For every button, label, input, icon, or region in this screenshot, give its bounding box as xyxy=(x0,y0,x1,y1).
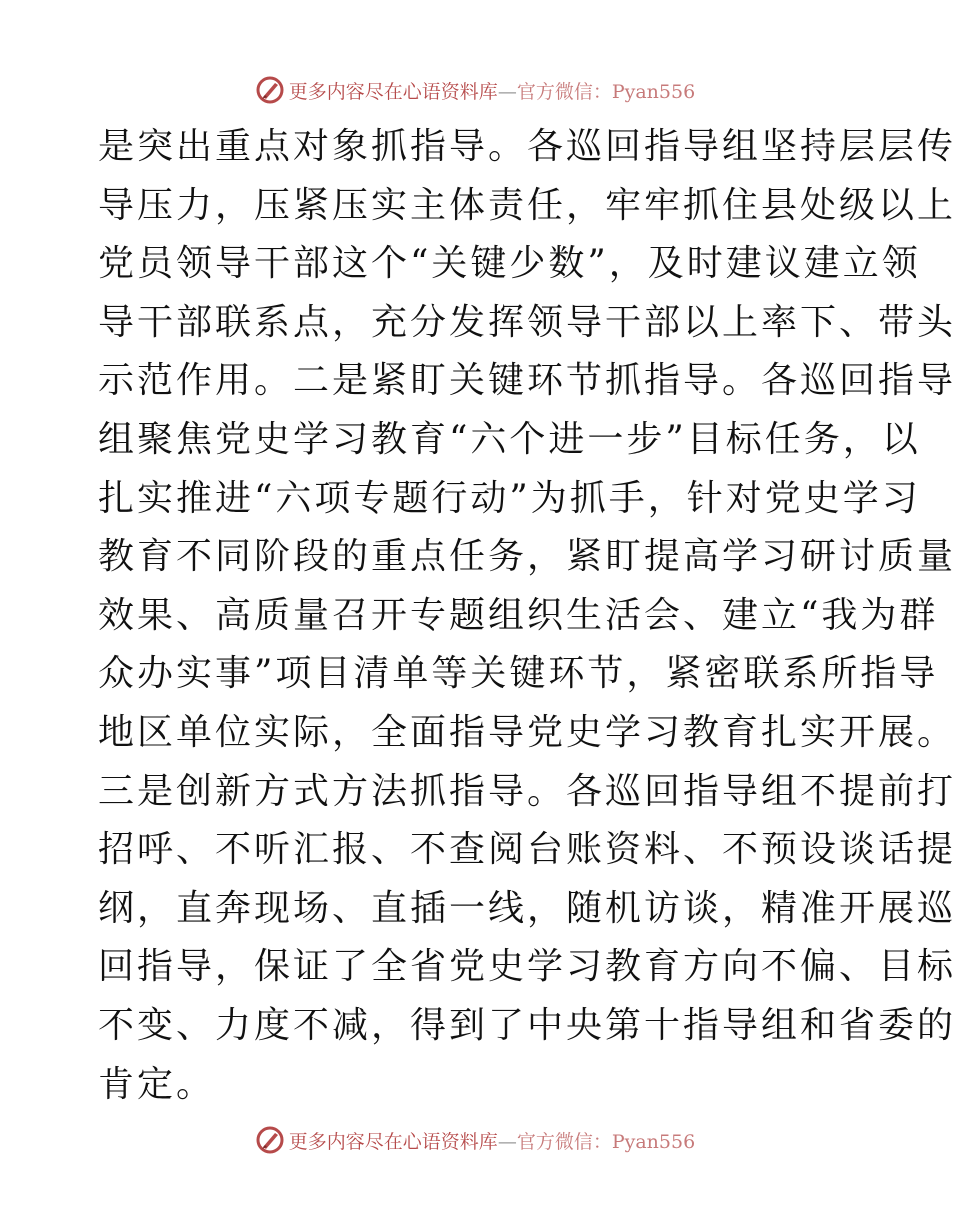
body-line: 三是创新方式方法抓指导。各巡回指导组不提前打 xyxy=(98,770,956,812)
header-banner-dash: — xyxy=(497,80,517,103)
header-banner-wechat-label: 官方微信： xyxy=(516,80,612,103)
body-line: 众办实事”项目清单等关键环节，紧密联系所指导 xyxy=(98,653,939,695)
body-line: 导干部联系点，充分发挥领导干部以上率下、带头 xyxy=(98,301,956,343)
footer-banner-text xyxy=(289,1127,695,1154)
footer-banner-wechat-label: 官方微信： xyxy=(516,1130,612,1153)
quill-pen-logo-icon xyxy=(255,75,285,105)
body-line: 党员领导干部这个“关键少数”，及时建议建立领 xyxy=(98,243,921,285)
body-line: 效果、高质量召开专题组织生活会、建立“我为群 xyxy=(98,594,939,636)
body-line: 扎实推进“六项专题行动”为抓手，针对党史学习 xyxy=(98,477,921,519)
header-banner-text xyxy=(289,77,695,104)
footer-banner-wechat-id: Pyan556 xyxy=(611,1130,696,1153)
header-banner-prefix: 更多内容尽在心语资料库 xyxy=(288,80,498,103)
body-line: 不变、力度不减，得到了中央第十指导组和省委的 xyxy=(98,1004,956,1046)
body-line: 纲，直奔现场、直插一线，随机访谈，精准开展巡 xyxy=(98,887,956,929)
footer-banner xyxy=(0,1120,950,1160)
header-banner-wechat-id: Pyan556 xyxy=(611,80,696,103)
body-line: 组聚焦党史学习教育“六个进一步”目标任务，以 xyxy=(98,418,921,460)
footer-banner-prefix: 更多内容尽在心语资料库 xyxy=(288,1130,498,1153)
body-line: 肯定。 xyxy=(98,1063,216,1105)
body-line: 示范作用。二是紧盯关键环节抓指导。各巡回指导 xyxy=(98,360,956,402)
body-line: 招呼、不听汇报、不查阅台账资料、不预设谈话提 xyxy=(98,829,956,871)
document-body xyxy=(98,118,956,1114)
body-line: 教育不同阶段的重点任务，紧盯提高学习研讨质量 xyxy=(98,536,956,578)
quill-pen-logo-icon xyxy=(255,1125,285,1155)
body-line: 是突出重点对象抓指导。各巡回指导组坚持层层传 xyxy=(98,126,956,167)
body-line: 地区单位实际，全面指导党史学习教育扎实开展。 xyxy=(98,711,956,753)
body-line: 导压力，压紧压实主体责任，牢牢抓住县处级以上 xyxy=(98,184,956,226)
body-line: 回指导，保证了全省党史学习教育方向不偏、目标 xyxy=(98,946,956,988)
header-banner xyxy=(0,70,950,110)
footer-banner-dash: — xyxy=(497,1130,517,1153)
